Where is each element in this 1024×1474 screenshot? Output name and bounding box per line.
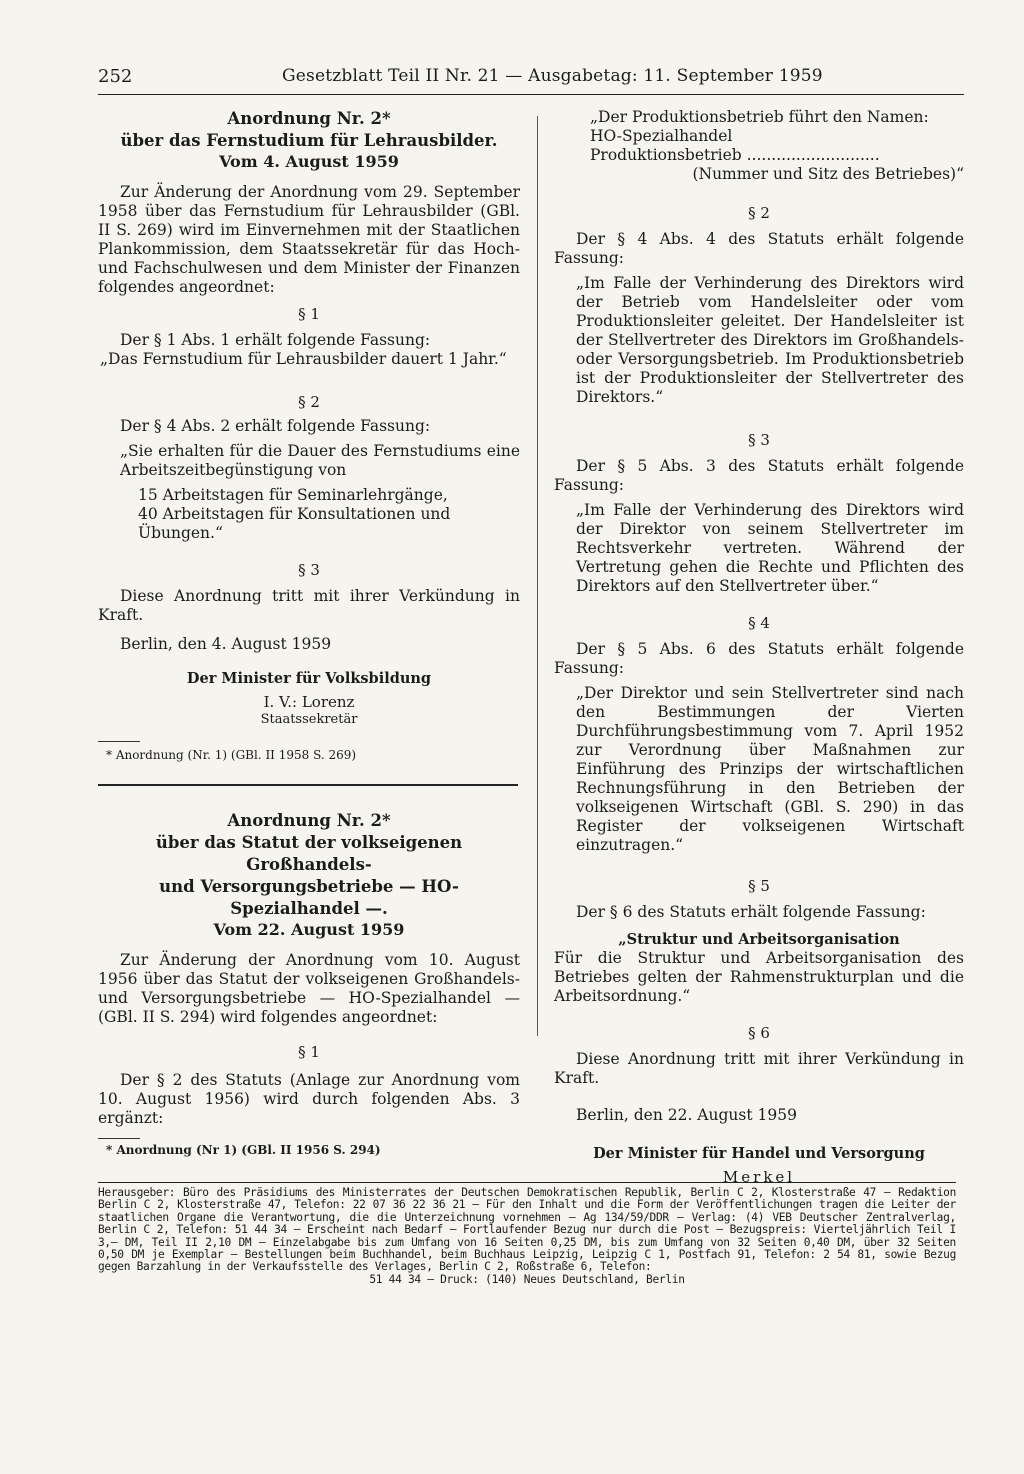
- page-number: 252: [98, 66, 133, 87]
- ordinance-1-date: Vom 4. August 1959: [219, 152, 399, 171]
- ordinance-1-section-2-item: 15 Arbeitstagen für Seminarlehrgänge,: [138, 486, 448, 504]
- ordinance-2-title-line-2: über das Statut der volkseigenen Großhandels-: [155, 833, 463, 874]
- ordinance-1-section-2-item: 40 Arbeitstagen für Konsultationen und Übungen.“: [138, 505, 451, 542]
- page-header: [98, 64, 964, 95]
- ordinance-1-section-2-quote: „Sie erhalten für die Dauer des Fernstudiums eine Arbeitszeitbegünstigung von: [120, 442, 520, 479]
- section-5-label: § 5: [748, 877, 770, 895]
- ordinance-1-signature-title: Staatssekretär: [260, 712, 358, 727]
- imprint-last-line: 51 44 34 — Druck: (140) Neues Deutschland, Berlin: [369, 1272, 685, 1286]
- ordinance-2-section-1-text: Der § 2 des Statuts (Anlage zur Anordnung vom 10. August 1956) wird durch folgenden Abs. 3 ergänzt:: [98, 1071, 520, 1127]
- quote-line: Produktionsbetrieb ...........................: [590, 146, 880, 164]
- ordinance-2-intro: Zur Änderung der Anordnung vom 10. August 1956 über das Statut der volkseigenen Großhandels- und Versorgungsbetriebe — HO-Spezialhandel — (GBl. II S. 294) wird folgendes angeordnet:: [98, 951, 520, 1026]
- ordinance-1-signer: Der Minister für Volksbildung: [186, 670, 432, 687]
- section-5-quote: Für die Struktur und Arbeitsorganisation des Betriebes gelten der Rahmenstrukturplan und die Arbeitsordnung.“: [554, 949, 964, 1005]
- footnote-rule: [98, 741, 140, 742]
- ordinance-2-title-line-1: Anordnung Nr. 2*: [227, 811, 391, 830]
- ordinance-2: [98, 810, 520, 1157]
- running-title: Gesetzblatt Teil II Nr. 21 — Ausgabetag: 11. September 1959: [282, 66, 823, 86]
- section-divider: [98, 784, 518, 786]
- imprint-text: Herausgeber: Büro des Präsidiums des Ministerrates der Deutschen Demokratischen Republik, Berlin C 2, Klosterstraße 47 — Redaktion Berlin C 2, Klosterstraße 47, Telefon: 22 07 36 22 36 21 — Für den Inhalt und die Form der Veröffentlichungen tragen die Leiter der staatlichen Organe die Verantwortung, die die Unterzeichnung vornehmen — Ag 134/59/DDR — Verlag: (4) VEB Deutscher Zentralverlag, Berlin C 2, Telefon: 51 44 34 — Erscheint nach Bedarf — Fortlaufender Bezug nur durch die Post — Bezugspreis: Vierteljährlich Teil I 3,— DM, Teil II 2,10 DM — Einzelabgabe bis zum Umfang von 16 Seiten 0,25 DM, bis zum Umfang von 32 Seiten 0,40 DM, über 32 Seiten 0,50 DM je Exemplar — Bestellungen beim Buchhandel, beim Buchhaus Leipzig, Leipzig C 1, Postfach 91, Telefon: 2 54 81, sowie Bezug gegen Barzahlung in der Verkaufsstelle des Verlages, Berlin C 2, Roßstraße 6, Telefon:: [98, 1186, 956, 1274]
- section-2-text: Der § 4 Abs. 4 des Statuts erhält folgende Fassung:: [554, 230, 964, 267]
- ordinance-1: [98, 108, 520, 762]
- section-3-quote: „Im Falle der Verhinderung des Direktors wird der Direktor von seinem Stellvertreter im Rechtsverkehr vertreten. Während der Vertretung gehen die Rechte und Pflichten des Direktors auf den Stellvertreter über.“: [576, 501, 964, 595]
- footnote-rule: [98, 1138, 140, 1139]
- ordinance-1-title-line-1: Anordnung Nr. 2*: [227, 109, 391, 128]
- quote-line: HO-Spezialhandel: [590, 127, 733, 145]
- ordinance-1-section-2-label: § 2: [298, 393, 320, 411]
- section-2-quote: „Im Falle der Verhinderung des Direktors wird der Betrieb vom Handelsleiter oder vom Produktionsleiter geleitet. Der Handelsleiter ist der Stellvertreter des Direktors im Großhandels- oder Versorgungsbetrieb. Im Produktionsbetrieb ist der Produktionsleiter der Stellvertreter des Direktors.“: [576, 274, 964, 406]
- section-2-label: § 2: [748, 204, 770, 222]
- quote-line: „Der Produktionsbetrieb führt den Namen:: [590, 108, 929, 126]
- section-4-quote: „Der Direktor und sein Stellvertreter sind nach den Bestimmungen der Vierten Durchführungsbestimmung vom 7. April 1952 zur Verordnung über Maßnahmen zur Einführung des Prinzips der wirtschaftlichen Rechnungsführung in den Betrieben der volkseigenen Wirtschaft (GBl. S. 290) in das Register der volkseigenen Wirtschaft einzutragen.“: [576, 684, 964, 854]
- ordinance-1-intro: Zur Änderung der Anordnung vom 29. September 1958 über das Fernstudium für Lehrausbilder (GBl. II S. 269) wird im Einvernehmen mit der Staatlichen Plankommission, dem Staatssekretär für das Hoch- und Fachschulwesen und dem Minister der Finanzen folgendes angeordnet:: [98, 183, 520, 296]
- ordinance-2-footnote: * Anordnung (Nr 1) (GBl. II 1956 S. 294): [106, 1143, 381, 1157]
- ordinance-1-title-line-2: über das Fernstudium für Lehrausbilder.: [120, 131, 498, 150]
- ordinance-1-signature-name: I. V.: Lorenz: [263, 693, 355, 711]
- ordinance-1-footnote: * Anordnung (Nr. 1) (GBl. II 1958 S. 269): [106, 748, 357, 762]
- section-5-text: Der § 6 des Statuts erhält folgende Fassung:: [576, 903, 926, 921]
- ordinance-2-section-1-label: § 1: [298, 1043, 320, 1061]
- section-6-label: § 6: [748, 1024, 770, 1042]
- ordinance-1-section-2-text: Der § 4 Abs. 2 erhält folgende Fassung:: [120, 417, 431, 435]
- ordinance-1-section-3-text: Diese Anordnung tritt mit ihrer Verkündung in Kraft.: [98, 587, 520, 624]
- ordinance-1-place-date: Berlin, den 4. August 1959: [120, 635, 332, 653]
- ordinance-1-section-3-label: § 3: [298, 561, 320, 579]
- signature-name-text: Merkel: [722, 1168, 796, 1186]
- left-column: [98, 108, 520, 1157]
- section-3-text: Der § 5 Abs. 3 des Statuts erhält folgende Fassung:: [554, 457, 964, 494]
- section-5-heading: „Struktur und Arbeitsorganisation: [618, 931, 900, 948]
- section-6-text: Diese Anordnung tritt mit ihrer Verkündung in Kraft.: [554, 1050, 964, 1087]
- column-divider: [537, 116, 538, 1036]
- section-4-text: Der § 5 Abs. 6 des Statuts erhält folgende Fassung:: [554, 640, 964, 677]
- ordinance-1-section-1-label: § 1: [298, 305, 320, 323]
- section-3-label: § 3: [748, 431, 770, 449]
- ordinance-2-title-line-3: und Versorgungsbetriebe — HO-Spezialhandel —.: [159, 877, 459, 918]
- ordinance-1-section-1-text: Der § 1 Abs. 1 erhält folgende Fassung:: [120, 331, 431, 349]
- section-4-label: § 4: [748, 614, 770, 632]
- signer: Der Minister für Handel und Versorgung: [593, 1145, 925, 1162]
- ordinance-1-section-1-quote: „Das Fernstudium für Lehrausbilder dauert 1 Jahr.“: [100, 350, 507, 368]
- place-date: Berlin, den 22. August 1959: [576, 1106, 797, 1124]
- right-column: [554, 108, 964, 1186]
- quote-line: (Nummer und Sitz des Betriebes)“: [692, 165, 964, 183]
- ordinance-2-date: Vom 22. August 1959: [213, 920, 405, 939]
- imprint: [98, 1182, 956, 1286]
